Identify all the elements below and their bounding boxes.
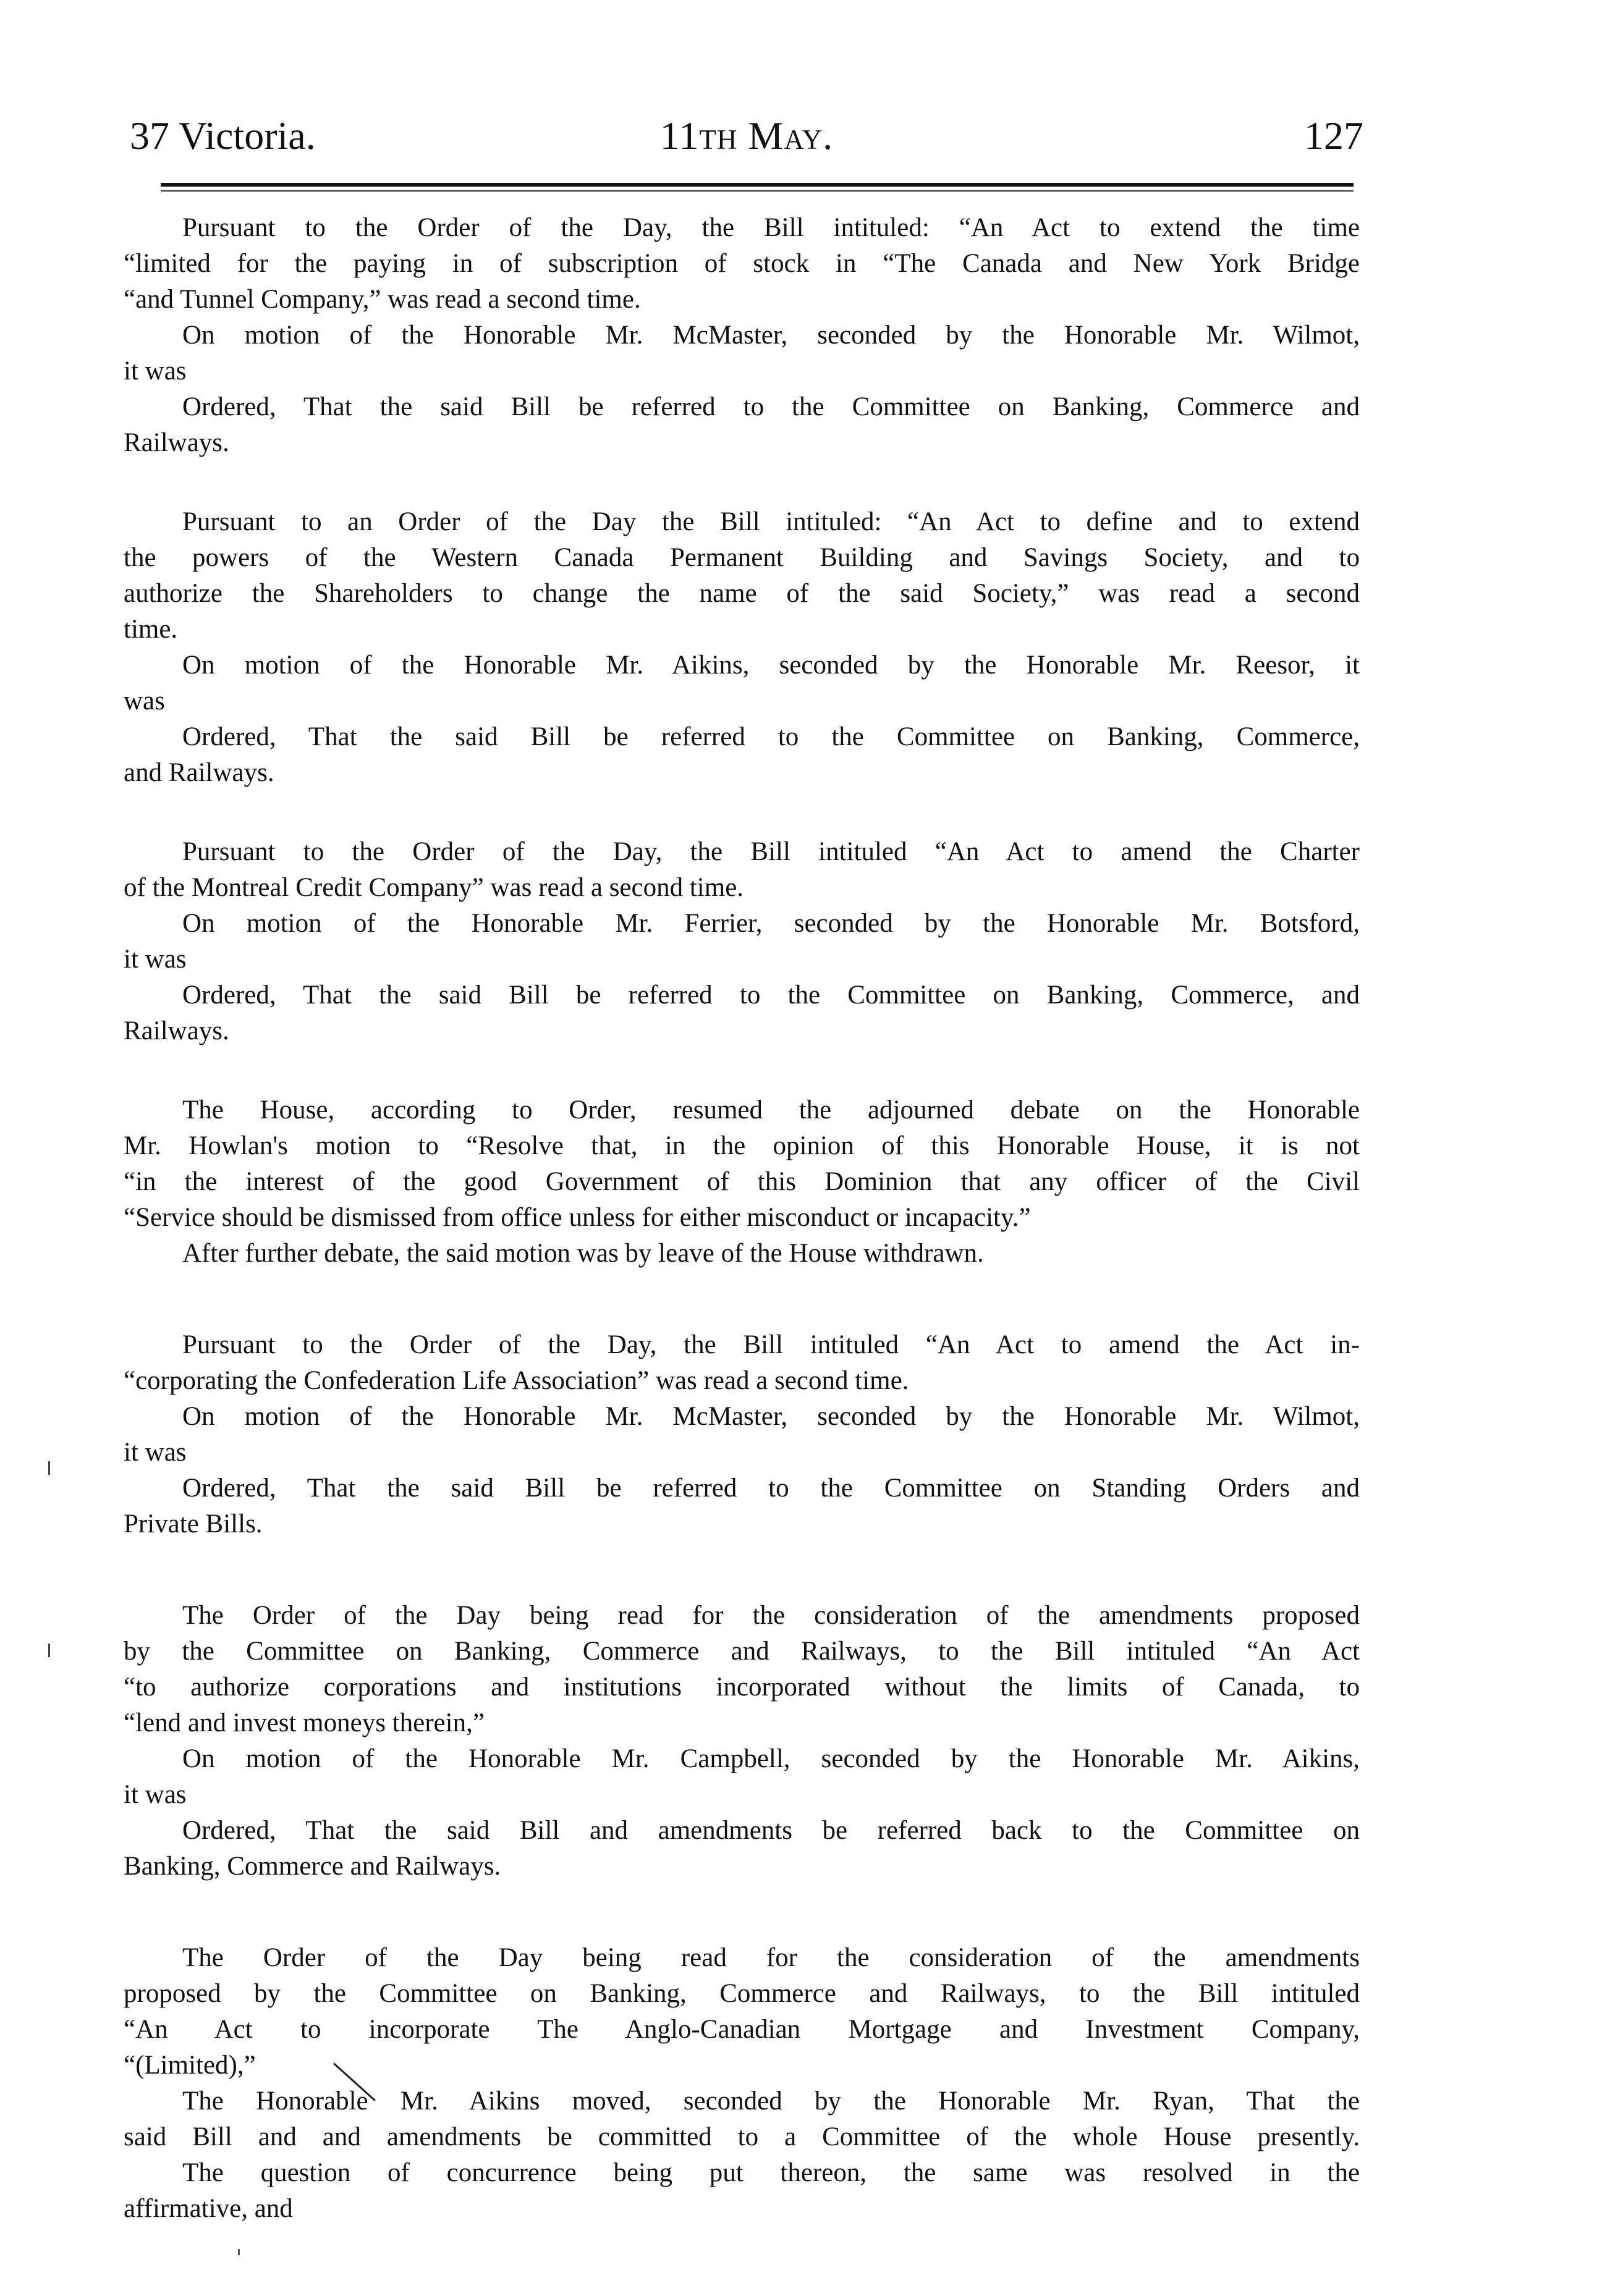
date-label: 11th May. [659,114,834,158]
text-line: it was [124,357,187,386]
paragraph [124,504,1360,791]
text-line: The House, according to Order, resumed the adjourned debate on the Honorable [182,1095,1360,1125]
text-line: On motion of the Honorable Mr. Ferrier, seconded by the Honorable Mr. Botsford, [182,909,1360,938]
text-line: Private Bills. [124,1509,263,1538]
text-line: Ordered, That the said Bill be referred to the Committee on Standing Orders and [182,1474,1360,1503]
text-line: On motion of the Honorable Mr. Aikins, seconded by the Honorable Mr. Reesor, it [182,651,1360,680]
header-rule [161,183,1354,187]
text-line: Ordered, That the said Bill be referred to the Committee on Banking, Commerce, and [182,981,1360,1010]
text-line: “corporating the Confederation Life Association” was read a second time. [124,1366,909,1395]
text-line: “lend and invest moneys therein,” [124,1708,485,1737]
text-line: “to authorize corporations and institutions incorporated without the limits of Canada, to [124,1673,1360,1702]
text-line: After further debate, the said motion was by leave of the House withdrawn. [182,1239,984,1268]
margin-mark [48,1461,50,1475]
text-line: Mr. Howlan's motion to “Resolve that, in the opinion of this Honorable House, it is not [124,1131,1360,1160]
header-rule-thin [161,190,1354,192]
text-line: Ordered, That the said Bill and amendments be referred back to the Committee on [182,1816,1360,1845]
text-line: it was [124,945,187,974]
stray-mark [238,2249,240,2255]
text-line: On motion of the Honorable Mr. Campbell, seconded by the Honorable Mr. Aikins, [182,1744,1360,1773]
text-line: On motion of the Honorable Mr. McMaster, seconded by the Honorable Mr. Wilmot, [182,1402,1360,1431]
text-line: and Railways. [124,758,274,787]
text-line: Banking, Commerce and Railways. [124,1852,501,1881]
text-line: The Order of the Day being read for the consideration of the amendments [182,1943,1360,1972]
body-text [124,210,1360,2252]
text-line: by the Committee on Banking, Commerce and Railways, to the Bill intituled “An Act [124,1637,1360,1666]
paragraph [124,1092,1360,1272]
text-line: the powers of the Western Canada Permanent Building and Savings Society, and to [124,543,1360,572]
paragraph [124,210,1360,461]
margin-mark [48,1644,50,1657]
text-line: Ordered, That the said Bill be referred to the Committee on Banking, Commerce and [182,392,1360,421]
text-line: “and Tunnel Company,” was read a second time. [124,285,641,314]
text-line: authorize the Shareholders to change the name of the said Society,” was read a second [124,579,1360,608]
paragraph [124,834,1360,1049]
text-line: Pursuant to an Order of the Day the Bill intituled: “An Act to define and to extend [182,507,1360,536]
text-line: “(Limited),” [124,2051,256,2080]
text-line: The Honorable Mr. Aikins moved, seconded by the Honorable Mr. Ryan, That the [182,2087,1360,2116]
text-line: was [124,686,165,715]
text-line: The Order of the Day being read for the consideration of the amendments proposed [182,1601,1360,1630]
text-line: Ordered, That the said Bill be referred to the Committee on Banking, Commerce, [182,722,1360,751]
text-line: proposed by the Committee on Banking, Commerce and Railways, to the Bill intituled [124,1979,1360,2008]
text-line: it was [124,1780,187,1809]
text-line: Pursuant to the Order of the Day, the Bill intituled: “An Act to extend the time [182,213,1360,242]
text-line: “in the interest of the good Government of this Dominion that any officer of the Civil [124,1167,1360,1196]
text-line: of the Montreal Credit Company” was read a second time. [124,873,744,902]
paragraph [124,1940,1360,2227]
text-line: time. [124,615,178,644]
text-line: Railways. [124,428,229,457]
paragraph [124,1598,1360,1884]
text-line: “An Act to incorporate The Anglo-Canadian Mortgage and Investment Company, [124,2015,1360,2044]
text-line: Pursuant to the Order of the Day, the Bill intituled “An Act to amend the Act in- [182,1330,1360,1359]
text-line: On motion of the Honorable Mr. McMaster, seconded by the Honorable Mr. Wilmot, [182,321,1360,350]
text-line: “limited for the paying in of subscription of stock in “The Canada and New York Bridge [124,249,1360,278]
running-header [130,105,1363,173]
text-line: “Service should be dismissed from office unless for either misconduct or incapacity.” [124,1203,1031,1232]
paragraph [124,1327,1360,1542]
text-line: The question of concurrence being put thereon, the same was resolved in the [182,2158,1360,2187]
page-number: 127 [1304,114,1363,158]
text-line: Pursuant to the Order of the Day, the Bill intituled “An Act to amend the Charter [182,837,1360,866]
text-line: Railways. [124,1016,229,1045]
text-line: affirmative, and [124,2194,293,2223]
text-line: said Bill and and amendments be committed to a Committee of the whole House presently. [124,2122,1360,2151]
session-label: 37 Victoria. [130,114,316,158]
text-line: it was [124,1438,187,1467]
